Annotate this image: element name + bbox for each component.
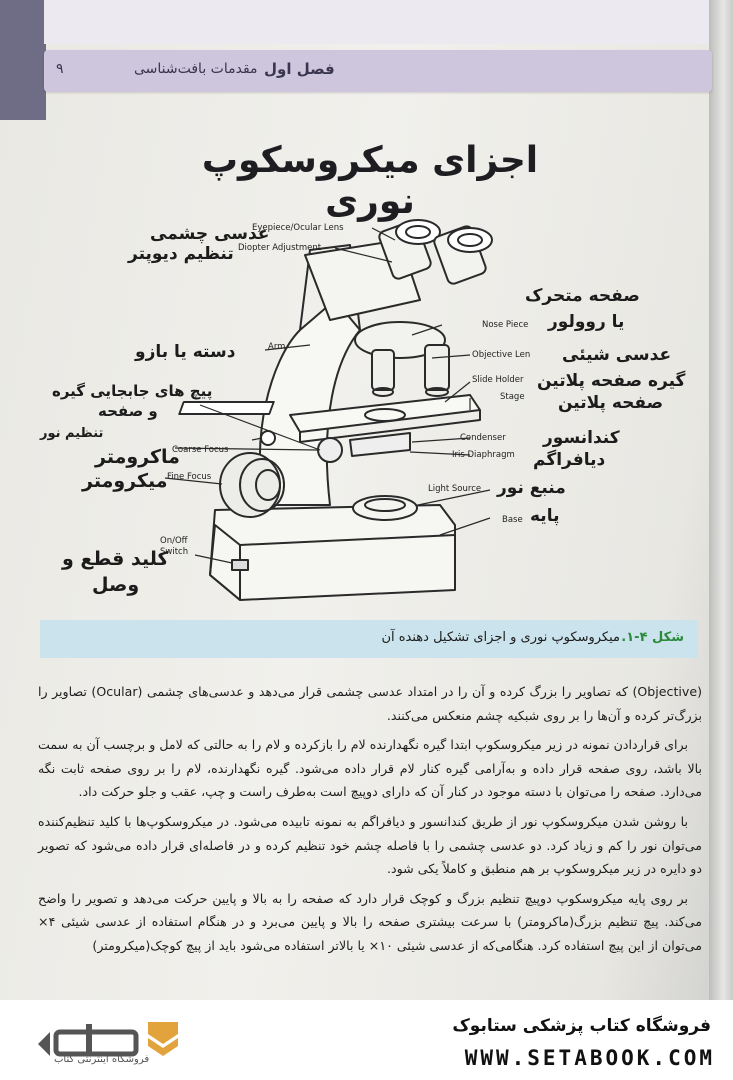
label-switch-en: On/Off (160, 536, 188, 546)
objective-drawing-2 (425, 345, 449, 390)
objective-drawing-1 (372, 350, 394, 390)
label-stage-en: Stage (500, 392, 525, 402)
label-objective-fa: عدسی شیئی (562, 345, 672, 365)
page-number: ۹ (56, 61, 64, 77)
label-light-adjust-fa: تنظیم نور (40, 426, 104, 441)
light-adjust-knob (261, 431, 275, 445)
caption-text: میکروسکوپ نوری و اجزای تشکیل دهنده آن (381, 630, 620, 645)
label-eyepiece-fa: عدسی چشمی (150, 224, 270, 244)
eyepiece-drawing (378, 220, 492, 286)
body-text (38, 680, 702, 964)
label-switch-en-2: Switch (160, 547, 189, 557)
label-slide-holder-en: Slide Holder (472, 375, 524, 385)
chapter-topic: مقدمات بافت‌شناسی (134, 61, 258, 77)
store-website[interactable]: WWW.SETABOOK.COM (464, 1046, 715, 1070)
label-fine-fa: میکرومتر (82, 470, 168, 492)
switch-drawing (232, 560, 248, 570)
label-switch-fa: کلید قطع و (62, 548, 169, 570)
label-condenser-en: Condenser (460, 433, 506, 443)
label-arm-en: Arm (268, 342, 286, 352)
store-name: فروشگاه کتاب پزشکی ستابوک (452, 1016, 711, 1036)
caption-label: شکل ۴-۱. (621, 630, 684, 645)
label-slide-holder-fa: گیره صفحه پلاتین (537, 371, 686, 391)
label-moving-stage-fa: صفحه متحرک (525, 286, 640, 306)
label-objective-en: Objective Len (472, 350, 531, 360)
label-revolver-fa: یا روولور (548, 312, 625, 332)
figure-title: اجزای میکروسکوپ نوری (201, 140, 539, 222)
label-iris-fa: دیافراگم (533, 450, 606, 470)
label-screws-fa: پیچ های جابجایی گیره (52, 382, 213, 400)
label-stage-fa: صفحه پلاتین (558, 393, 664, 413)
paragraph: برای قراردادن نمونه در زیر میکروسکوپ ابتدا گیره نگهدارنده لام را بازکرده و لام را به حالتی که لامل و برچسب آن به سمت بالا باشد، روی صفحه قرار داده و به‌آرامی گیره کنار لام قرار داده می‌شود. گیره نگهدارنده، لام را بر روی صفحه ثابت نگه می‌دارد. صفحه را می‌توان با دسته موجود در کنار آن که دارای دوپیچ است به‌طرف راست و چپ، عقب و جلو حرکت داد. (38, 737, 702, 800)
label-diopter-fa: تنظیم دیوپتر (128, 244, 234, 264)
label-fine-en: Fine Focus (167, 472, 212, 482)
setabook-logo-icon[interactable] (28, 1014, 188, 1074)
base-drawing (210, 505, 455, 600)
paragraph: با روشن شدن میکروسکوپ نور از طریق کندانسور و دیافراگم به نمونه تابیده می‌شود. در میکروسکوپ‌ها با کلید تنظیم‌کننده می‌توان نور را کم و زیاد کرد. دو عدسی چشمی را با فاصله چشم خود تنظیم کرده و در فاصله‌ای قرار داده می‌شود که تصویر دو دایره در زیر میکروسکوپ بر هم منطبق و کاملاً یکی شود. (38, 813, 702, 877)
label-condenser-fa: کندانسور (543, 428, 620, 448)
figure-caption (40, 620, 698, 658)
label-light-source-en: Light Source (428, 484, 482, 494)
label-screws-fa-2: و صفحه (98, 402, 158, 420)
label-iris-en: Iris Diaphragm (452, 450, 515, 460)
label-light-source-fa: منبع نور (497, 478, 566, 498)
label-coarse-en: Coarse Focus (172, 445, 229, 455)
paragraph: بر روی پایه میکروسکوپ دوپیچ تنظیم بزرگ و کوچک قرار دارد که صفحه را به بالا و پایین حرکت می‌دهد و تصویر را واضح می‌کند. پیچ تنظیم بزرگ(ماکرومتر) با سرعت بیشتری صفحه را بالا و پایین می‌برد و در هنگام استفاده از عدسی شیئی ۴× می‌توان از این پیچ استفاده کرد. هنگامی‌که از عدسی شیئی ۱۰× یا بالاتر استفاده می‌شود باید از پیچ کوچک(میکرومتر) (38, 890, 702, 953)
label-base-en: Base (502, 515, 523, 525)
label-arm-fa: دسته یا بازو (135, 342, 236, 362)
store-footer (0, 1000, 733, 1080)
logo-subtitle: فروشگاه اینترنتی کتاب (54, 1054, 150, 1065)
label-switch-fa-2: وصل (92, 574, 140, 596)
label-nosepiece-en: Nose Piece (482, 320, 529, 330)
label-diopter-en: Diopter Adjustment (238, 243, 322, 253)
paragraph: (Objective) که تصاویر را بزرگ کرده و آن را در امتداد عدسی چشمی قرار می‌دهد و عدسی‌های چشمی (Ocular) تصاویر را بزرگ‌تر کرده و آن‌ها را بر روی شبکیه چشم منعکس می‌کنند. (38, 684, 703, 723)
condenser-drawing (350, 433, 410, 456)
label-coarse-fa: ماکرومتر (95, 446, 180, 468)
label-base-fa: پایه (530, 506, 560, 526)
label-eyepiece-en: Eyepiece/Ocular Lens (252, 223, 344, 233)
chapter-title: فصل اول (264, 60, 335, 78)
coarse-focus-drawing (318, 438, 342, 462)
